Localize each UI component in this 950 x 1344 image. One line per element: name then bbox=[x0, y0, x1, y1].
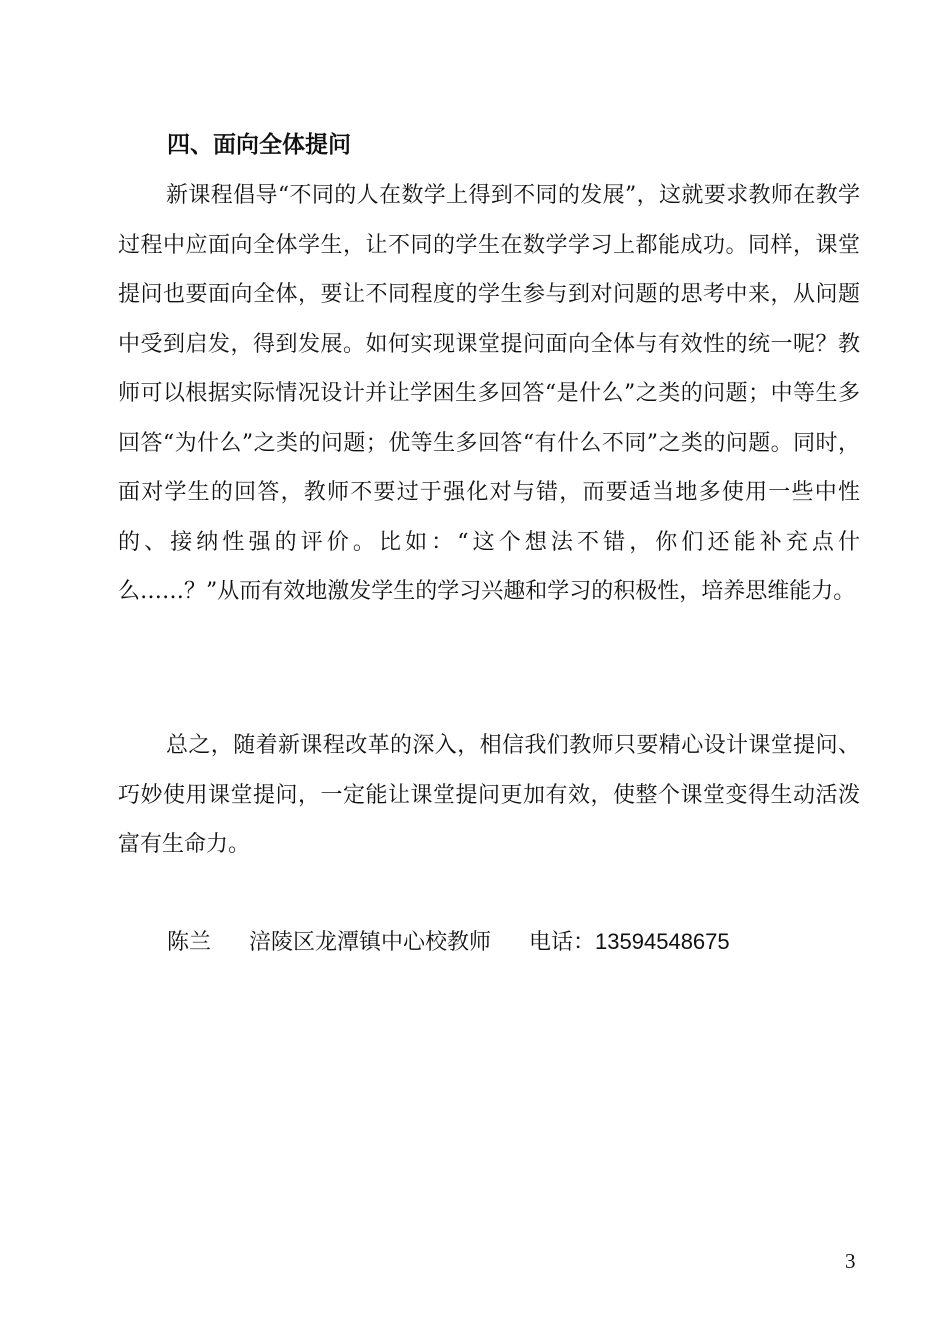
section-heading: 四、面向全体提问 bbox=[167, 132, 351, 158]
phone-label: 电话： bbox=[529, 930, 596, 955]
paragraph-conclusion: 总之，随着新课程改革的深入，相信我们教师只要精心设计课堂提问、巧妙使用课堂提问，一定能让课堂提问更加有效，使整个课堂变得生动活泼富有生命力。 bbox=[118, 733, 860, 857]
phone-number: 13594548675 bbox=[595, 929, 730, 954]
author-affiliation: 涪陵区龙潭镇中心校教师 bbox=[249, 930, 492, 955]
author-name: 陈兰 bbox=[167, 930, 212, 955]
author-signature bbox=[167, 925, 730, 960]
page-number: 3 bbox=[845, 1249, 856, 1273]
paragraph-face-all-students: 新课程倡导“不同的人在数学上得到不同的发展”，这就要求教师在教学过程中应面向全体学生，让不同的学生在数学学习上都能成功。同样，课堂提问也要面向全体，要让不同程度的学生参与到对问题的思考中来，从问题中受到启发，得到发展。如何实现课堂提问面向全体与有效性的统一呢？教师可以根据实际情况设计并让学困生多回答“是什么”之类的问题；中等生多回答“为什么”之类的问题；优等生多回答“有什么不同”之类的问题。同时，面对学生的回答，教师不要过于强化对与错，而要适当地多使用一些中性的、接纳性强的评价。比如：“这个想法不错，你们还能补充点什么……？”从而有效地激发学生的学习兴趣和学习的积极性，培养思维能力。 bbox=[118, 183, 860, 604]
